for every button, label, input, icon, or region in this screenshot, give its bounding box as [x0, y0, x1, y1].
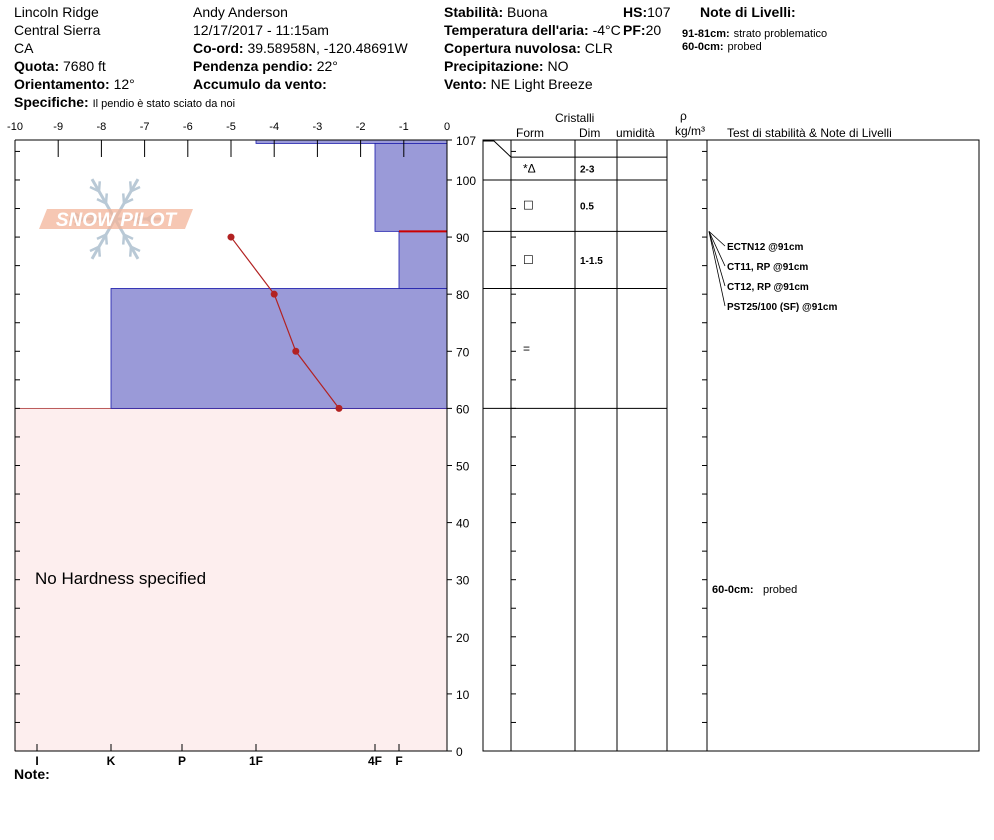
coord-value: 39.58958N, -120.48691W: [247, 40, 408, 56]
rho-header: ρ: [680, 109, 687, 123]
temperature-point: [292, 348, 299, 355]
test-pointer: [709, 231, 725, 266]
depth-label: 107: [456, 134, 477, 148]
quota-value: 7680 ft: [63, 58, 106, 74]
layer-bar-106-91: [375, 143, 447, 231]
snowflake-branch: [99, 247, 100, 257]
crystal-form-symbol: *Δ: [523, 161, 536, 176]
state: CA: [14, 40, 34, 56]
snowflake-branch: [130, 181, 131, 191]
depth-label: 100: [456, 173, 477, 188]
layer-bar-91-81: [399, 231, 447, 288]
stability-test: PST25/100 (SF) @91cm: [727, 302, 838, 313]
depth-label: 20: [456, 630, 470, 645]
specifiche-value: Il pendio è stato sciato da noi: [92, 98, 236, 110]
cop-label: Copertura nuvolosa:: [444, 40, 581, 56]
hs-label: HS:: [623, 4, 648, 20]
depth-label: 30: [456, 573, 470, 588]
density-unit-header: kg/m³: [675, 124, 705, 138]
cristalli-header: Cristalli: [555, 111, 595, 125]
orientamento-label: Orientamento:: [14, 76, 110, 92]
note-1-value: strato problematico: [733, 28, 828, 40]
stability-test: CT12, RP @91cm: [727, 282, 809, 293]
temp-tick-label: -10: [7, 121, 23, 133]
specifiche-label: Specifiche:: [14, 94, 89, 110]
table-connector: [483, 141, 511, 157]
hardness-label: P: [177, 754, 187, 768]
orientamento-value: 12°: [113, 76, 135, 92]
hs-value: 107: [647, 4, 671, 20]
snowflake-branch: [130, 247, 131, 257]
temperature-point: [271, 291, 278, 298]
quota-label: Quota:: [14, 58, 60, 74]
observer: Andy Anderson: [193, 4, 288, 20]
crystal-form-symbol: ☐: [523, 198, 534, 213]
stability-test: CT11, RP @91cm: [727, 262, 809, 273]
precip-label: Precipitazione:: [444, 58, 544, 74]
note-2-label: 60-0cm:: [682, 41, 724, 53]
temperature-point: [336, 405, 343, 412]
depth-label: 10: [456, 687, 470, 702]
temp-tick-label: -8: [96, 121, 107, 133]
hardness-label: 4F: [367, 754, 383, 768]
depth-label: 60: [456, 402, 470, 417]
location: Lincoln Ridge: [14, 4, 99, 20]
snowflake-branch: [106, 193, 107, 203]
temp-label: Temperatura dell'aria:: [444, 22, 589, 38]
depth-label: 40: [456, 516, 470, 531]
snowflake-branch: [99, 181, 100, 191]
hardness-label: I: [35, 754, 39, 768]
depth-label: 70: [456, 345, 470, 360]
form-header: Form: [516, 126, 544, 140]
temp-tick-label: -4: [269, 121, 280, 133]
temp-tick-label: -3: [312, 121, 323, 133]
temp-tick-label: -5: [226, 121, 236, 133]
no-hardness-text: No Hardness specified: [35, 569, 207, 588]
depth-label: 50: [456, 459, 470, 474]
crystal-size: 0.5: [580, 201, 594, 213]
crystal-size: 1-1.5: [580, 255, 603, 267]
temp-tick-label: -6: [182, 121, 193, 133]
temperature-point: [228, 234, 235, 241]
accumulo-label: Accumulo da vento:: [193, 76, 327, 92]
crystal-form-symbol: ☐: [523, 252, 534, 267]
crystal-size: 2-3: [580, 164, 595, 176]
temp-tick-label: -2: [355, 121, 366, 133]
temp-tick-label: -9: [53, 121, 64, 133]
footer-note-label: Note:: [14, 766, 50, 782]
stab-label: Stabilità:: [444, 4, 504, 20]
vento-value: NE Light Breeze: [490, 76, 593, 92]
snowflake-branch: [123, 235, 124, 245]
snowpilot-logo: [39, 179, 193, 259]
notes-title: Note di Livelli:: [700, 4, 796, 20]
logo-text: SNOW PILOT: [55, 210, 177, 231]
layer-note-value: probed: [763, 584, 798, 596]
temp-tick-label: -7: [139, 121, 150, 133]
layer-bar-107: [256, 140, 447, 143]
crystal-form-symbol: =: [523, 341, 531, 356]
test-pointer: [709, 231, 725, 286]
precip-value: NO: [547, 58, 569, 74]
hardness-label: F: [395, 754, 403, 768]
datetime: 12/17/2017 - 11:15am: [193, 22, 329, 38]
stability-header: Test di stabilità & Note di Livelli: [727, 126, 892, 140]
note-2-value: probed: [727, 41, 762, 53]
hardness-label: 1F: [248, 754, 264, 768]
depth-label: 0: [456, 745, 463, 759]
hardness-label: K: [106, 754, 116, 768]
temp-tick-label: -1: [398, 121, 409, 133]
umidita-header: umidità: [616, 126, 655, 140]
pf-value: 20: [645, 22, 662, 38]
stability-test: ECTN12 @91cm: [727, 242, 804, 253]
pf-label: PF:: [623, 22, 646, 38]
snowflake-branch: [106, 235, 107, 245]
pendenza-label: Pendenza pendio:: [193, 58, 313, 74]
coord-label: Co-ord:: [193, 40, 244, 56]
depth-label: 90: [456, 231, 470, 246]
range: Central Sierra: [14, 22, 101, 38]
snowflake-branch: [123, 193, 124, 203]
cop-value: CLR: [584, 40, 613, 56]
layer-note-label: 60-0cm:: [712, 584, 754, 596]
note-1-label: 91-81cm:: [682, 28, 730, 40]
stab-value: Buona: [507, 4, 548, 20]
pendenza-value: 22°: [316, 58, 338, 74]
vento-label: Vento:: [444, 76, 487, 92]
depth-label: 80: [456, 288, 470, 303]
dim-header: Dim: [579, 126, 601, 140]
temp-tick-label: 0: [443, 121, 451, 133]
temp-value: -4°C: [592, 22, 621, 38]
test-pointer: [709, 231, 725, 306]
